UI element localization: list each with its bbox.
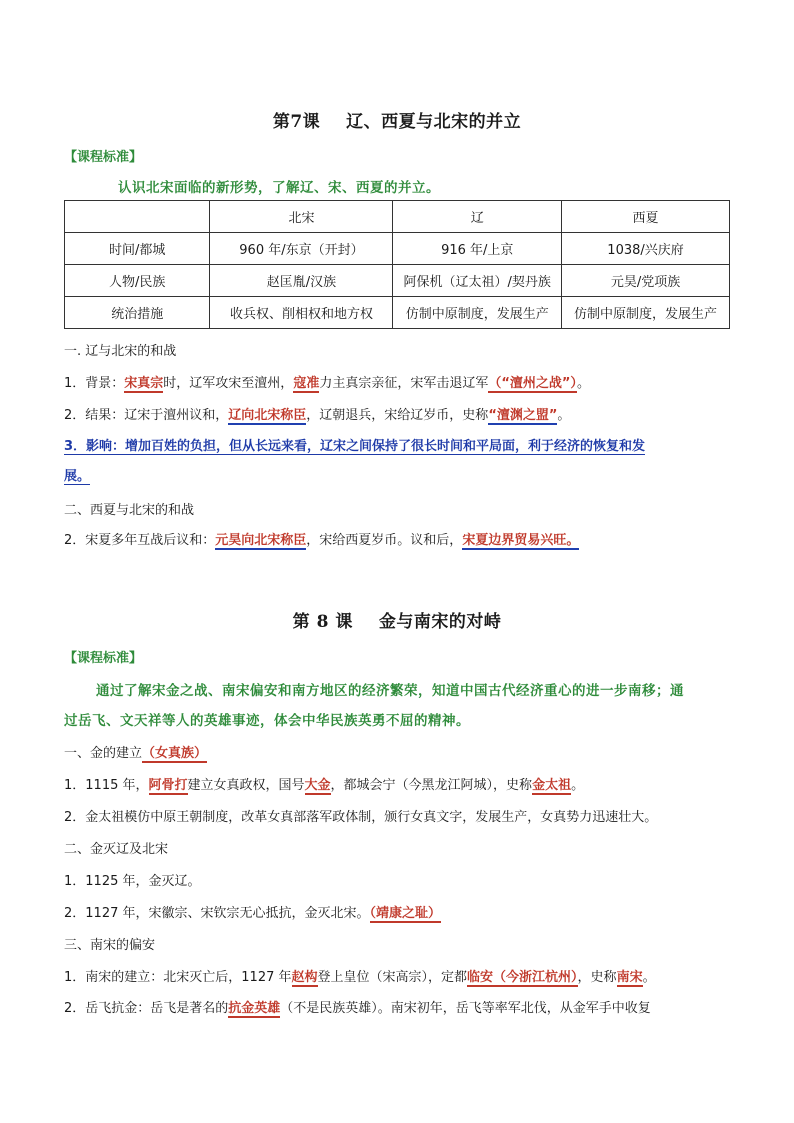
table-cell: 阿保机（辽太祖）/契丹族 — [393, 265, 562, 297]
lesson7-paragraph-background: 1．背景：宋真宗时，辽军攻宋至澶州，寇准力主真宗亲征，宋军击退辽军（“澶州之战”）。 — [64, 376, 590, 391]
highlight-zhao-gou: 赵构 — [291, 970, 318, 985]
highlight-liao-vassal: 辽向北宋称臣 — [228, 408, 307, 423]
lesson7-paragraph-impact-line2: 展。 — [64, 465, 90, 485]
highlight-kou-zhun: 寇准 — [293, 376, 320, 391]
highlight-anti-jin-hero: 抗金英雄 — [228, 1001, 281, 1016]
lesson7-paragraph-xixia: 2．宋夏多年互战后议和：元昊向北宋称臣，宋给西夏岁币。议和后，宋夏边界贸易兴旺。 — [64, 533, 580, 548]
highlight-nan-song: 南宋 — [616, 970, 643, 985]
table-header-cell: 辽 — [393, 201, 562, 233]
table-cell: 仿制中原制度，发展生产 — [393, 297, 562, 329]
lesson7-title: 第7课 辽、西夏与北宋的并立 — [272, 112, 522, 132]
lesson8-standard-line1: 通过了解宋金之战、南宋偏安和南方地区的经济繁荣，知道中国古代经济重心的进一步南移；通 — [96, 683, 684, 699]
table-header-cell — [65, 201, 210, 233]
highlight-border-trade: 宋夏边界贸易兴旺。 — [462, 533, 580, 548]
lesson8-paragraph-reform: 2．金太祖模仿中原王朝制度，改革女真部落军政体制，颁行女真文字，发展生产，女真势力迅速壮大。 — [64, 810, 658, 825]
lesson8-paragraph-founding: 1．1115 年，阿骨打建立女真政权，国号大金，都城会宁（今黑龙江阿城），史称金太祖。 — [64, 778, 585, 793]
lesson7-paragraph-result: 2．结果：辽宋于澶州议和，辽向北宋称臣，辽朝退兵，宋给辽岁币，史称“澶渊之盟”。 — [64, 408, 571, 423]
highlight-aguda: 阿骨打 — [148, 778, 188, 793]
table-header-row — [65, 201, 730, 233]
table-row — [65, 297, 730, 329]
lesson7-standard-label: 【课程标准】 — [64, 150, 143, 165]
lesson8-paragraph-yue-fei: 2．岳飞抗金：岳飞是著名的抗金英雄（不是民族英雄）。南宋初年，岳飞等率军北伐，从金军手中收复 — [64, 1001, 651, 1016]
comparison-table — [64, 200, 730, 329]
table-cell: 960 年/东京（开封） — [210, 233, 393, 265]
highlight-yuanhao-vassal: 元昊向北宋称臣 — [215, 533, 307, 548]
table-cell: 时间/都城 — [65, 233, 210, 265]
highlight-linan: 临安（今浙江杭州） — [467, 970, 578, 985]
table-cell: 仿制中原制度，发展生产 — [562, 297, 730, 329]
highlight-jurchen: （女真族） — [142, 746, 208, 761]
highlight-song-zhenzong: 宋真宗 — [124, 376, 164, 391]
lesson8-paragraph-destroy-liao: 1．1125 年，金灭辽。 — [64, 874, 201, 889]
lesson8-standard-label: 【课程标准】 — [64, 651, 143, 666]
highlight-chanyuan-treaty: “澶渊之盟” — [488, 408, 558, 423]
table-cell: 赵匡胤/汉族 — [210, 265, 393, 297]
highlight-jin-taizu: 金太祖 — [532, 778, 572, 793]
table-cell: 1038/兴庆府 — [562, 233, 730, 265]
table-cell: 元昊/党项族 — [562, 265, 730, 297]
highlight-jingkang: （靖康之耻） — [369, 906, 442, 921]
lesson8-standard-line2: 过岳飞、文天祥等人的英雄事迹，体会中华民族英勇不屈的精神。 — [64, 713, 470, 729]
lesson8-title: 第 8 课 金与南宋的对峙 — [292, 612, 502, 632]
table-cell: 916 年/上京 — [393, 233, 562, 265]
table-cell: 统治措施 — [65, 297, 210, 329]
lesson7-section2-heading: 二、西夏与北宋的和战 — [64, 503, 195, 518]
lesson8-section1-heading: 一、金的建立（女真族） — [64, 746, 208, 761]
lesson8-section3-heading: 三、南宋的偏安 — [64, 938, 156, 953]
lesson7-section1-heading: 一. 辽与北宋的和战 — [64, 344, 177, 359]
highlight-dajin: 大金 — [304, 778, 331, 793]
table-cell: 收兵权、削相权和地方权 — [210, 297, 393, 329]
lesson8-section2-heading: 二、金灭辽及北宋 — [64, 842, 169, 857]
lesson8-paragraph-southern-song: 1．南宋的建立：北宋灭亡后，1127 年赵构登上皇位（宋高宗），定都临安（今浙江杭州），史称南宋。 — [64, 970, 656, 985]
table-header-cell: 西夏 — [562, 201, 730, 233]
table-row — [65, 233, 730, 265]
highlight-chanzhou-battle: （“澶州之战”） — [488, 376, 577, 391]
lesson8-paragraph-destroy-song: 2．1127 年，宋徽宗、宋钦宗无心抵抗，金灭北宋。（靖康之耻） — [64, 906, 442, 921]
lesson7-paragraph-impact-line1: 3．影响：增加百姓的负担，但从长远来看，辽宋之间保持了很长时间和平局面，利于经济的恢复和发 — [64, 435, 645, 455]
table-cell: 人物/民族 — [65, 265, 210, 297]
table-header-cell: 北宋 — [210, 201, 393, 233]
table-row — [65, 265, 730, 297]
lesson7-standard-text: 认识北宋面临的新形势，了解辽、宋、西夏的并立。 — [118, 180, 440, 196]
